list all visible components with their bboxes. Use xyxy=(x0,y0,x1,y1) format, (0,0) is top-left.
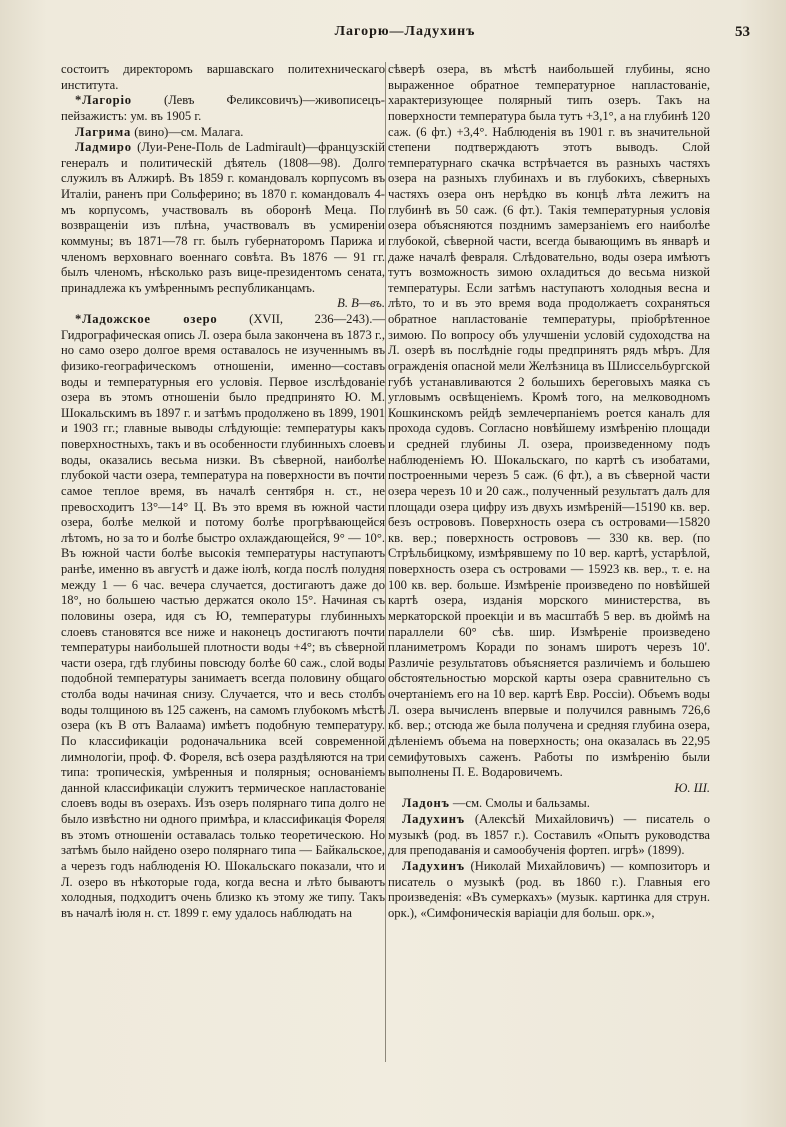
entry-headword: Ладухинъ xyxy=(402,812,465,826)
entry-paragraph xyxy=(388,796,710,812)
entry-text: (Алексѣй Михайловичъ) — писатель о музыкѣ (род. въ 1857 г.). Составилъ «Опытъ руководства для преподаванiя и самообученiя фортеп. игрѣ» (1899). xyxy=(388,812,710,858)
entry-text: (XVII, 236—243).— Гидрографическая опись Л. озера была закончена въ 1873 г., но само озеро долгое время оставалось не изученнымъ въ физико-географическомъ отношенiи, именно—составъ воды и температурныя его условiя. Первое изслѣдованiе озера въ этомъ отношенiи было предпринято Ю. М. Шокальскимъ въ 1897 г. и затѣмъ продолжено въ 1899, 1901 и 1903 гг.; главные выводы слѣдующiе: температуры какъ поверхностныхъ, такъ и въ особенности глубинныхъ слоевъ воды, оказались весьма низки. Въ сѣверной, наиболѣе глубокой части озера, температура на поверхности въ почти самое теплое время, въ началѣ сентября н. ст., не превосходитъ 13°—14° Ц. Въ это время въ южной части озера, болѣе мелкой и потому болѣе прогрѣвающейся лѣтомъ, но за то и болѣе быстро охлаждающейся, 9° — 10°. Въ южной части болѣе высокiя температуры наступаютъ ранѣе, именно въ августѣ и даже iюлѣ, когда послѣ полудня между 1 — 6 час. вечера случается, достигаютъ даже до 18°, но большею частью держатся около 15°. Начиная съ половины озера, идя съ Ю, температуры глубинныхъ слоевъ становятся все ниже и наконецъ достигаютъ почти температуры наибольшей плотности воды +4°; въ сѣверной части озера, гдѣ глубины повсюду болѣе 60 саж., слой воды подобной температуры занимаетъ всегда половину общаго столба воды начиная снизу. Случается, что и весь столбъ воды толщиною въ 125 саженъ, на самомъ глубокомъ мѣстѣ озера (къ В отъ Валаама) имѣетъ подобную температуру. По классификацiи родоначальника всей современной лимнологiи, проф. Ф. Фореля, всѣ озера раздѣляются на три типа: тропическiя, умѣренныя и полярныя; основанiемъ данной классификацiи служитъ термическое напластованiе слоевъ воды въ озерахъ. Изъ озеръ полярнаго типа долго не было извѣстно ни одного примѣра, и классификацiя Фореля въ этомъ отношенiи оставалась только теоретическою. Но затѣмъ было найдено озеро полярнаго типа — Байкальское, а черезъ годъ наблюденiя Ю. Шокальскаго показали, что и Л. озеро въ нѣкоторые года, когда весна и лѣто бываютъ холодныя, подходитъ очень близко къ этому же типу. Такъ въ началѣ iюля н. ст. 1899 г. ему удалось наблюдать на xyxy=(61,312,385,920)
author-signature: Ю. Ш. xyxy=(674,780,710,795)
right-column xyxy=(388,62,710,921)
entry-headword: Ладмиро xyxy=(75,140,132,155)
left-column xyxy=(61,62,385,921)
entry-text: сѣверѣ озера, въ мѣстѣ наибольшей глубины, ясно выраженное обратное температурное напластованiе, характеризующее полярный типъ озеръ. Такъ на поверхности температура была тутъ +3,1°, а на глубинѣ 120 саж. (6 фт.) +3,4°. Наблюденiя въ 1901 г. въ значительной степени подтверждаютъ этотъ выводъ. Слой температурнаго скачка встрѣчается въ разныхъ частяхъ озера на разныхъ глубинахъ и въ глубокихъ, сѣверныхъ частяхъ озера онъ нерѣдко въ концѣ лѣта лежитъ на глубинѣ въ 50 саж. (6 фт.). Такiя температурныя условiя озера объясняются позднимъ замерзанiемъ его наиболѣе глубокой, сѣверной части, всегда бывающимъ въ январѣ и даже началѣ февраля. Слѣдовательно, воды озера имѣютъ тутъ возможность зимою охладиться до весьма низкой температуры. Если затѣмъ наступаютъ холодныя весна и лѣто, то и въ это время вода продолжаетъ сохраняться обратное напластованiе температуры, прiобрѣтенное зимою. По вопросу объ улучшенiи условiй судоходства на Л. озерѣ въ послѣднiе годы предпринятъ рядъ мѣръ. Для огражденiя опасной мели Желѣзница въ Шлиссельбургской губѣ устанавливаются 2 большихъ береговыхъ маяка съ угловымъ освѣщенiемъ. Кромѣ того, на мелководномъ Кошкинскомъ рейдѣ землечерпанiемъ роется каналъ для прохода судовъ. Согласно новѣйшему измѣренiю площади и средней глубины Л. озера, произведенному подъ наблюденiемъ Ю. Шокальскаго, по картѣ съ изобатами, построенными черезъ 5 саж. (6 фт.), а въ сѣверной части озера черезъ 10 и 20 саж., полученный результатъ далъ для площади озера цифру изъ двухъ измѣренiй—15190 кв. вер. безъ острововъ. Поверхность озера съ островами—15820 кв. вер.; поверхность острововъ — 330 кв. вер. (по Стрѣльбицкому, измѣрявшему по 10 вер. картѣ, устарѣлой, поверхность озера съ островами — 15923 кв. вер., т. е. на 100 кв. вер. больше. Измѣренiе произведено по новѣйшей картѣ озера, изданiя морского министерства, въ меркаторской проекцiи и въ масштабѣ 5 вер. въ дюймѣ на параллели 60° сѣв. шир. Измѣренiе произведено планиметромъ Коради по зонамъ широтъ черезъ 10'. Различiе результатовъ объясняется различiемъ и большею обстоятельностью морской карты озера сравнительно съ очертанiемъ его на 10 вер. картѣ Евр. Россiи). Объемъ воды Л. озера вычисленъ впервые и получился равнымъ 726,6 кб. вер.; отсюда же была получена и средняя глубина озера, дѣленiемъ объема на поверхность; она оказалась въ 22,95 семифутовыхъ саженъ. Работы по измѣренiю были выполнены П. Е. Водаровичемъ. xyxy=(388,62,710,780)
entry-headword: Лагрима xyxy=(75,124,132,139)
entry-headword: Ладонъ xyxy=(402,796,450,811)
column-divider xyxy=(385,62,386,1062)
entry-paragraph xyxy=(61,93,385,124)
author-signature: В. В—въ. xyxy=(337,296,385,311)
entry-paragraph xyxy=(388,859,710,922)
entry-text: (Николай Михайловичъ) — композиторъ и писатель о музыкѣ (род. въ 1860 г.). Главныя его произведенiя: «Въ сумеркахъ» (музык. картинка для струн. орк.), «Симфоническiя варiацiи для больш. орк.», xyxy=(388,858,710,920)
running-head: Лагорю—Ладухинъ xyxy=(334,24,476,39)
entry-paragraph xyxy=(61,62,385,93)
entry-text: (Луи-Рене-Поль de Ladmirault)—французскiй генералъ и политическiй дѣятель (1808—98). Долго служилъ въ Алжирѣ. Въ 1859 г. командовалъ корпусомъ въ Италiи, раненъ при Сольферино; въ 1870 г. командовалъ 4-мъ корпусомъ, участвовалъ въ оборонѣ Меца. По возвращенiи изъ плѣна, участвовалъ въ усмиренiи коммуны; въ 1871—78 гг. былъ губернаторомъ Парижа и членомъ верховнаго военнаго совѣта. Въ 1876 — 91 гг. былъ членомъ, нѣсколько разъ вице-президентомъ сената, принадлежа къ умѣреннымъ республиканцамъ. xyxy=(61,140,385,295)
entry-headword: Ладухинъ xyxy=(402,858,465,873)
entry-headword: *Лагорio xyxy=(75,93,132,108)
entry-paragraph xyxy=(388,812,710,859)
entry-text: —см. Смолы и бальзамы. xyxy=(452,796,590,811)
entry-text: (Левъ Феликсовичъ)—живописецъ-пейзажистъ: ум. въ 1905 г. xyxy=(61,93,385,123)
entry-paragraph xyxy=(61,312,385,921)
entry-text: состоитъ директоромъ варшавскаго политехническаго института. xyxy=(61,62,385,92)
entry-headword: *Ладожское озеро xyxy=(75,312,218,326)
page-number: 53 xyxy=(735,24,750,40)
entry-paragraph xyxy=(61,125,385,141)
entry-text: (вино)—см. Малага. xyxy=(134,124,244,139)
page-header xyxy=(60,24,750,46)
entry-paragraph xyxy=(388,62,710,796)
entry-paragraph xyxy=(61,140,385,312)
